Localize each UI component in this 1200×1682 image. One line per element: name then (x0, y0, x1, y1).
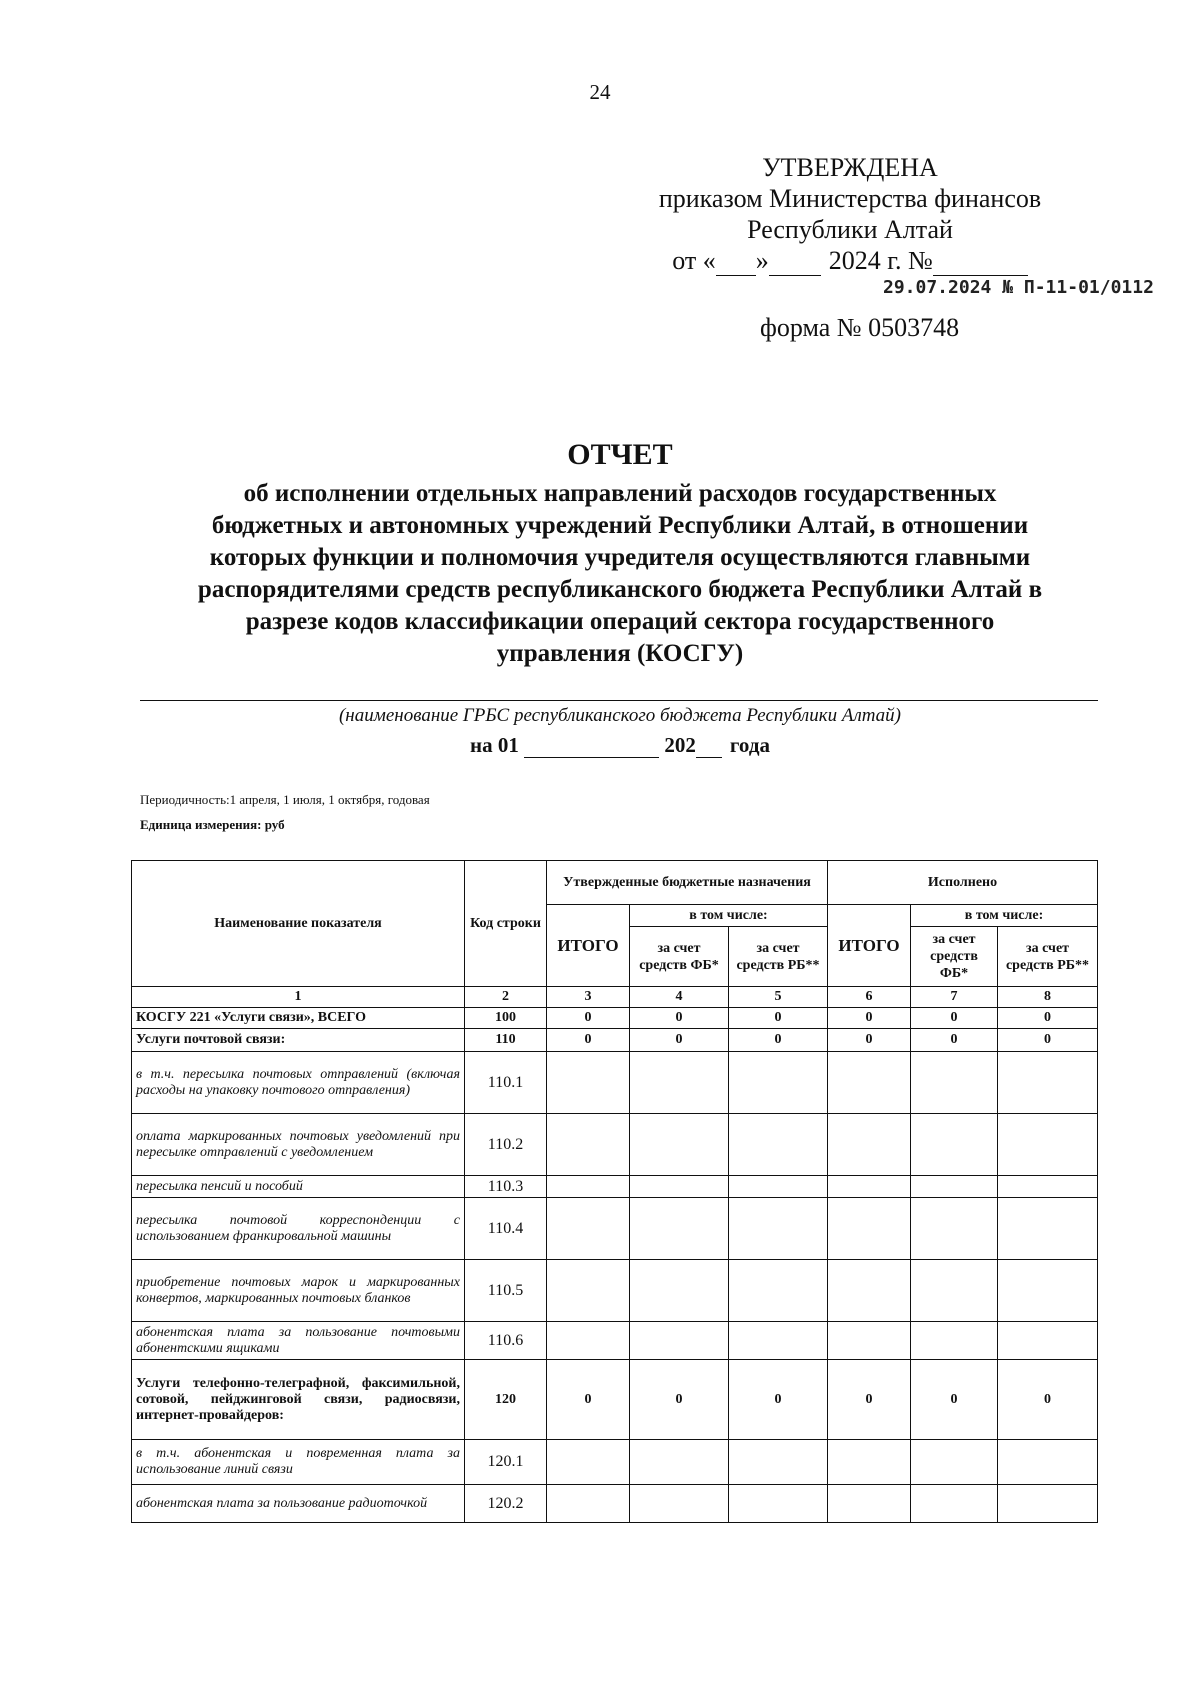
row-value (828, 1176, 911, 1198)
row-code: 100 (465, 1008, 547, 1029)
row-value (998, 1440, 1098, 1485)
report-title-line-2: бюджетных и автономных учреждений Республики Алтай, в отношении (211, 512, 1029, 539)
row-value (547, 1485, 630, 1523)
report-date-blank (524, 735, 659, 758)
row-value (729, 1176, 828, 1198)
approval-date-mid: » (755, 246, 769, 275)
header-executed-rb: за счет средств РБ** (998, 927, 1098, 987)
row-value (630, 1485, 729, 1523)
page-number: 24 (589, 80, 611, 104)
row-value: 0 (729, 1029, 828, 1052)
row-value (547, 1052, 630, 1114)
row-name: Услуги почтовой связи: (132, 1029, 465, 1052)
row-value (828, 1260, 911, 1322)
grbs-caption: (наименование ГРБС республиканского бюджета Республики Алтай) (338, 705, 902, 726)
row-value: 0 (828, 1360, 911, 1440)
report-title-line-5: разрезе кодов классификации операций сектора государственного (245, 608, 995, 635)
report-title-line-6: управления (КОСГУ) (496, 640, 744, 667)
row-name: в т.ч. абонентская и повременная плата за использование линий связи (132, 1440, 465, 1485)
report-table (131, 860, 1098, 1523)
row-name: КОСГУ 221 «Услуги связи», ВСЕГО (132, 1008, 465, 1029)
table-row (132, 1008, 1098, 1029)
table-row (132, 1029, 1098, 1052)
row-code: 120.2 (465, 1485, 547, 1523)
header-executed-total: ИТОГО (828, 905, 911, 987)
row-value (729, 1322, 828, 1360)
approval-date-year: 2024 г. № (828, 246, 933, 275)
row-value (911, 1176, 998, 1198)
row-value (729, 1260, 828, 1322)
row-value: 0 (729, 1360, 828, 1440)
table-row (132, 1114, 1098, 1176)
row-value: 0 (911, 1008, 998, 1029)
report-title-line-1: об исполнении отдельных направлений расходов государственных (243, 480, 997, 507)
report-date-year: 202 (664, 733, 696, 757)
header-approved-rb: за счет средств РБ** (729, 927, 828, 987)
header-executed-fb: за счет средств ФБ* (911, 927, 998, 987)
row-name: приобретение почтовых марок и маркированных конвертов, маркированных почтовых бланков (132, 1260, 465, 1322)
row-value (547, 1322, 630, 1360)
row-code: 110.1 (465, 1052, 547, 1114)
row-value (911, 1485, 998, 1523)
report-date-suffix: года (729, 733, 770, 757)
periodicity: Периодичность:1 апреля, 1 июля, 1 октября, годовая (140, 792, 430, 807)
row-value: 0 (911, 1360, 998, 1440)
row-value (729, 1114, 828, 1176)
approval-number-blank (933, 253, 1028, 276)
row-value (998, 1114, 1098, 1176)
row-value (828, 1440, 911, 1485)
row-value (630, 1114, 729, 1176)
report-date-line (140, 733, 1100, 758)
header-approved-total: ИТОГО (547, 905, 630, 987)
column-number: 4 (630, 987, 729, 1008)
row-value (998, 1052, 1098, 1114)
row-code: 120 (465, 1360, 547, 1440)
row-value: 0 (998, 1360, 1098, 1440)
row-name: пересылка почтовой корреспонденции с использованием франкировальной машины (132, 1198, 465, 1260)
approval-line-1: приказом Министерства финансов (658, 184, 1042, 213)
grbs-name-line (140, 700, 1098, 701)
header-executed: Исполнено (828, 861, 1098, 905)
row-value: 0 (998, 1029, 1098, 1052)
row-value (828, 1052, 911, 1114)
table-row (132, 1260, 1098, 1322)
row-value: 0 (630, 1008, 729, 1029)
row-value (998, 1485, 1098, 1523)
approval-day-blank (716, 253, 756, 276)
row-value (630, 1440, 729, 1485)
row-name: Услуги телефонно-телеграфной, факсимильной, сотовой, пейджинговой связи, радиосвязи, интернет-провайдеров: (132, 1360, 465, 1440)
table-row (132, 1198, 1098, 1260)
row-value (828, 1114, 911, 1176)
row-value (828, 1322, 911, 1360)
row-value: 0 (911, 1029, 998, 1052)
header-name: Наименование показателя (132, 861, 465, 987)
row-value: 0 (828, 1029, 911, 1052)
row-value (911, 1440, 998, 1485)
row-code: 110.2 (465, 1114, 547, 1176)
table-row (132, 1485, 1098, 1523)
row-value: 0 (630, 1029, 729, 1052)
row-value: 0 (729, 1008, 828, 1029)
report-date-prefix: на 01 (470, 733, 519, 757)
row-value (630, 1176, 729, 1198)
table-row (132, 1360, 1098, 1440)
row-value: 0 (547, 1008, 630, 1029)
table-row (132, 1176, 1098, 1198)
report-table-body (132, 1008, 1098, 1523)
unit-of-measure: Единица измерения: руб (140, 817, 285, 832)
report-title-line-3: которых функции и полномочия учредителя осуществляются главными (209, 544, 1031, 571)
row-value (911, 1052, 998, 1114)
row-value (911, 1322, 998, 1360)
row-value (998, 1198, 1098, 1260)
row-value (630, 1052, 729, 1114)
table-row (132, 1440, 1098, 1485)
row-value: 0 (547, 1029, 630, 1052)
header-code: Код строки (465, 861, 547, 987)
row-name: в т.ч. пересылка почтовых отправлений (включая расходы на упаковку почтового отправления) (132, 1052, 465, 1114)
row-name: абонентская плата за пользование почтовыми абонентскими ящиками (132, 1322, 465, 1360)
row-name: абонентская плата за пользование радиоточкой (132, 1485, 465, 1523)
report-title-line-4: распорядителями средств республиканского бюджета Республики Алтай в (197, 576, 1043, 603)
column-number: 5 (729, 987, 828, 1008)
header-executed-including: в том числе: (911, 905, 1098, 927)
row-value (547, 1198, 630, 1260)
row-value: 0 (828, 1008, 911, 1029)
row-value (547, 1260, 630, 1322)
table-row (132, 1322, 1098, 1360)
approval-line-2: Республики Алтай (747, 215, 953, 244)
row-value (911, 1114, 998, 1176)
row-value (547, 1114, 630, 1176)
row-value (911, 1198, 998, 1260)
row-value (630, 1198, 729, 1260)
row-code: 120.1 (465, 1440, 547, 1485)
row-value (911, 1260, 998, 1322)
row-name: пересылка пенсий и пособий (132, 1176, 465, 1198)
row-value (630, 1322, 729, 1360)
report-title-main: ОТЧЕТ (567, 438, 673, 471)
row-value (630, 1260, 729, 1322)
header-approved: Утвержденные бюджетные назначения (547, 861, 828, 905)
row-value (828, 1198, 911, 1260)
registration-stamp: 29.07.2024 № П-11-01/0112 (883, 277, 1154, 298)
row-code: 110.3 (465, 1176, 547, 1198)
header-approved-including: в том числе: (630, 905, 828, 927)
row-value: 0 (547, 1360, 630, 1440)
column-number: 1 (132, 987, 465, 1008)
row-value (729, 1440, 828, 1485)
table-row (132, 1052, 1098, 1114)
column-number: 8 (998, 987, 1098, 1008)
row-value (547, 1440, 630, 1485)
row-code: 110.5 (465, 1260, 547, 1322)
row-value (998, 1322, 1098, 1360)
row-value (729, 1052, 828, 1114)
column-number-row (132, 987, 1098, 1008)
approval-block (640, 152, 1060, 276)
row-name: оплата маркированных почтовых уведомлений при пересылке отправлений с уведомлением (132, 1114, 465, 1176)
report-year-blank (696, 735, 722, 758)
row-value: 0 (630, 1360, 729, 1440)
column-number: 7 (911, 987, 998, 1008)
form-number: форма № 0503748 (760, 313, 960, 342)
row-value (998, 1260, 1098, 1322)
approval-month-blank (769, 253, 821, 276)
row-code: 110.6 (465, 1322, 547, 1360)
row-code: 110.4 (465, 1198, 547, 1260)
approval-date-line (640, 245, 1060, 276)
header-approved-fb: за счет средств ФБ* (630, 927, 729, 987)
row-code: 110 (465, 1029, 547, 1052)
row-value (828, 1485, 911, 1523)
report-title (140, 438, 1100, 670)
column-number: 6 (828, 987, 911, 1008)
row-value (729, 1198, 828, 1260)
row-value (998, 1176, 1098, 1198)
row-value (729, 1485, 828, 1523)
approval-date-prefix: от « (672, 246, 716, 275)
column-number: 2 (465, 987, 547, 1008)
row-value (547, 1176, 630, 1198)
row-value: 0 (998, 1008, 1098, 1029)
column-number: 3 (547, 987, 630, 1008)
approval-title: УТВЕРЖДЕНА (762, 153, 938, 182)
